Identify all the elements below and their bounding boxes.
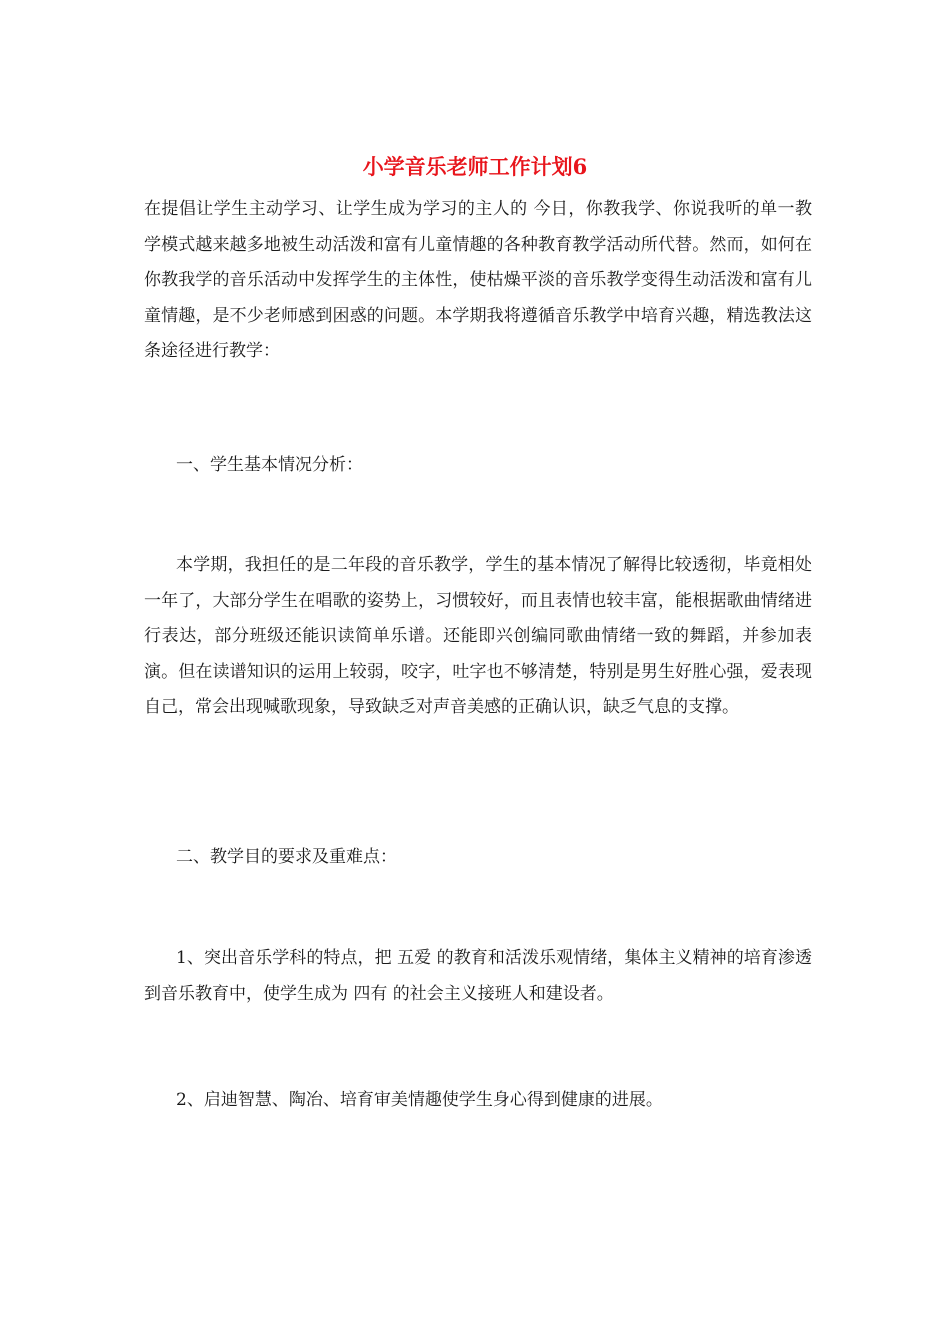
section-heading-teaching-goals: 二、教学目的要求及重难点： [176, 847, 397, 867]
goal-item-1: 1、突出音乐学科的特点，把 五爱 的教育和活泼乐观情绪，集体主义精神的培育渗透到音乐教育中，使学生成为 四有 的社会主义接班人和建设者。 [144, 948, 812, 1004]
section-heading-student-analysis: 一、学生基本情况分析： [176, 455, 363, 475]
intro-paragraph: 在提倡让学生主动学习、让学生成为学习的主人的 今日，你教我学、你说我听的单一教学模式越来越多地被生动活泼和富有儿童情趣的各种教育教学活动所代替。然而，如何在你教我学的音乐活动中发挥学生的主体性，使枯燥平淡的音乐教学变得生动活泼和富有儿童情趣，是不少老师感到困惑的问题。本学期我将遵循音乐教学中培育兴趣，精选教法这条途径进行教学： [144, 199, 812, 361]
document-title: 小学音乐老师工作计划6 [362, 154, 588, 179]
student-analysis-paragraph: 本学期，我担任的是二年段的音乐教学，学生的基本情况了解得比较透彻，毕竟相处一年了，大部分学生在唱歌的姿势上，习惯较好，而且表情也较丰富，能根据歌曲情绪进行表达，部分班级还能识读简单乐谱。还能即兴创编同歌曲情绪一致的舞蹈，并参加表演。但在读谱知识的运用上较弱，咬字，吐字也不够清楚，特别是男生好胜心强，爱表现自己，常会出现喊歌现象，导致缺乏对声音美感的正确认识，缺乏气息的支撑。 [144, 555, 812, 717]
goal-item-2: 2、启迪智慧、陶冶、培育审美情趣使学生身心得到健康的进展。 [176, 1090, 663, 1110]
